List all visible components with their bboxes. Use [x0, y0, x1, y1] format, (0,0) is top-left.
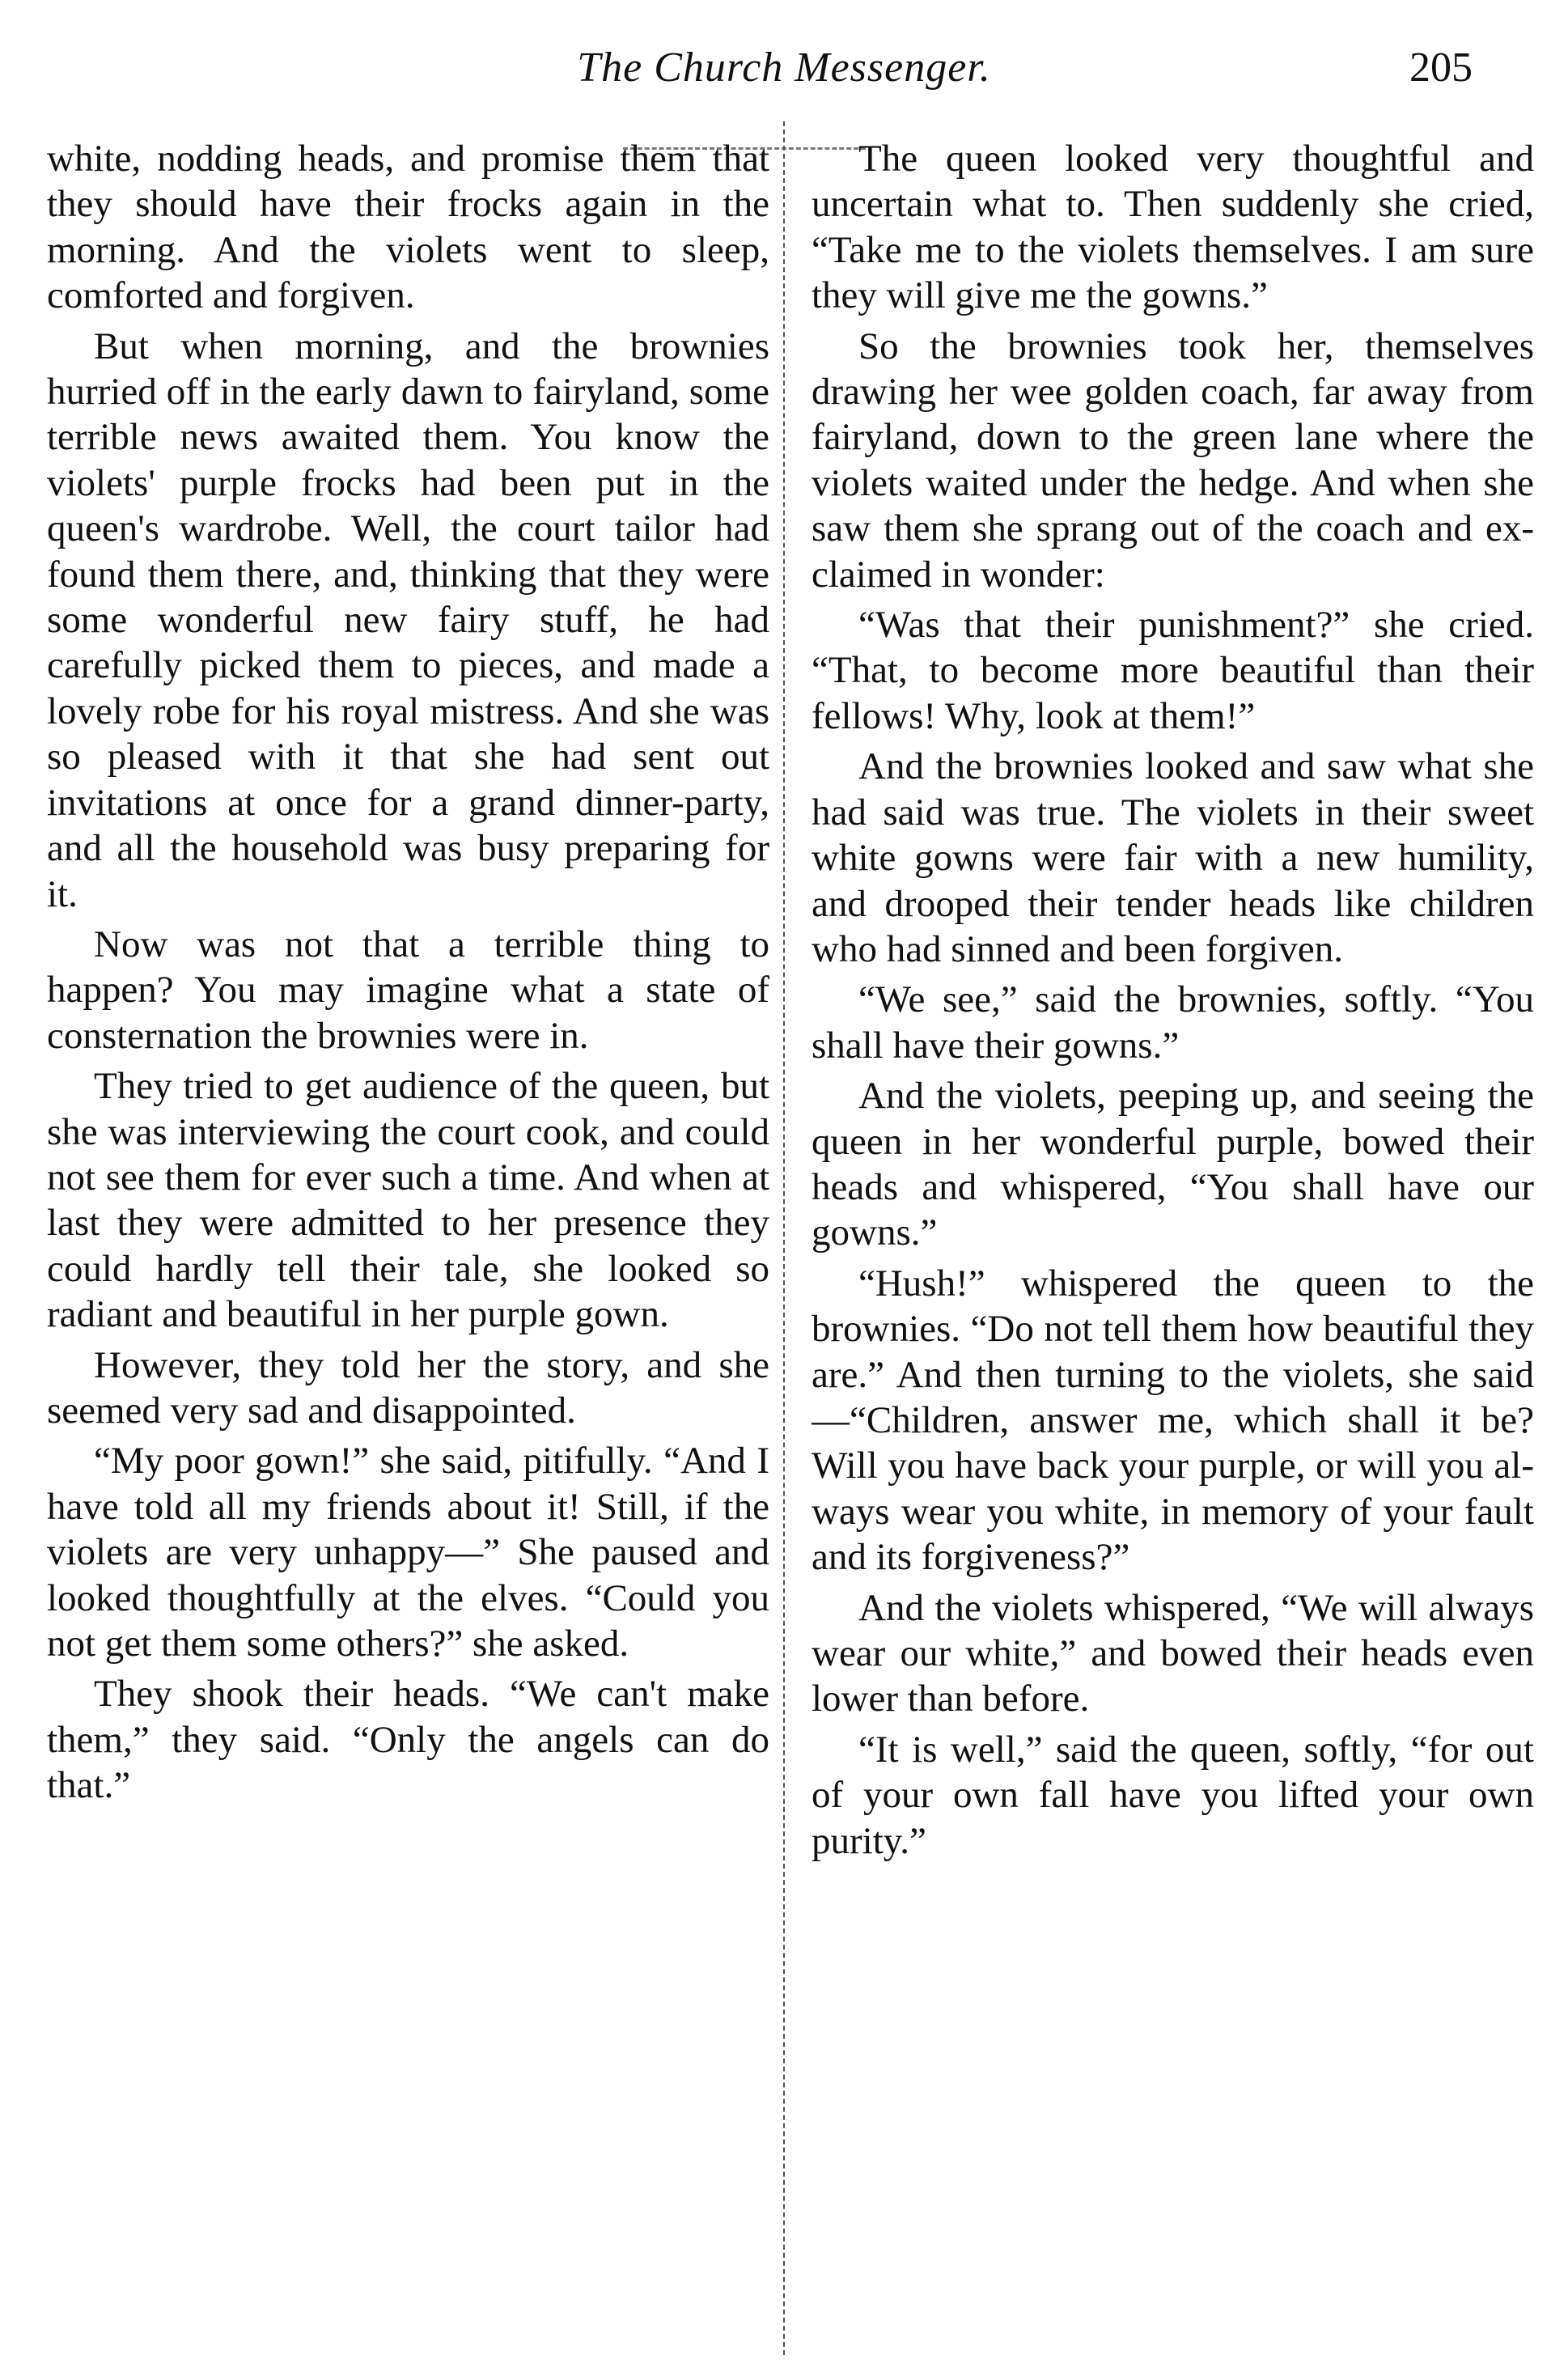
page-header — [0, 44, 1568, 108]
paragraph: And the brownies looked and saw what she had said was true. The violets in their sweet white gowns were fair with a new humility, and drooped their tender heads like children who had sinned and been forgiven. — [812, 745, 1534, 970]
paragraph: However, they told her the story, and she seemed very sad and disappointed. — [47, 1343, 769, 1432]
paragraph: “Hush!” whispered the queen to the brownies. “Do not tell them how beautiful they are.” And then turning to the violets, she said—“Children, answer me, which shall it be? Will you have back your purple, or will you always wear you white, in memory of your fault and its forgiveness?” — [812, 1262, 1534, 1579]
paragraph: And the violets whispered, “We will always wear our white,” and bowed their heads even lower than before. — [812, 1586, 1534, 1720]
paragraph: “It is well,” said the queen, softly, “for out of your own fall have you lifted your own purity.” — [812, 1728, 1534, 1862]
paragraph: But when morning, and the brownies hurried off in the early dawn to fairyland, some terrible news awaited them. You know the violets' purple frocks had been put in the queen's wardrobe. Well, the court tailor had found them there, and, thinking that they were some wonderful new fairy stuff, he had carefully picked them to pieces, and made a lovely robe for his royal mistress. And she was so pleased with it that she had sent out invitations at once for a grand dinner-party, and all the household was busy preparing for it. — [47, 325, 769, 915]
paragraph: So the brownies took her, themselves drawing her wee golden coach, far away from fairyland, down to the green lane where the violets waited under the hedge. And when she saw them she sprang out of the coach and exclaimed in wonder: — [812, 325, 1534, 596]
paragraph: They shook their heads. “We can't make them,” they said. “Only the angels can do that.” — [47, 1673, 769, 1807]
paragraph: The queen looked very thoughtful and uncertain what to. Then suddenly she cried, “Take me to the violets themselves. I am sure they will give me the gowns.” — [812, 138, 1534, 317]
right-column — [812, 136, 1534, 2345]
paragraph: And the violets, peeping up, and seeing the queen in her wonderful purple, bowed their heads and whispered, “You shall have our gowns.” — [812, 1075, 1534, 1254]
paragraph: “Was that their punishment?” she cried. “That, to become more beautiful than their fellows! Why, look at them!” — [812, 604, 1534, 737]
left-column — [47, 136, 769, 2345]
paragraph: They tried to get audience of the queen, but she was interviewing the court cook, and could not see them for ever such a time. And when at last they were admitted to her presence they could hardly tell their tale, she looked so radiant and beautiful in her purple gown. — [47, 1065, 769, 1336]
paragraph: “We see,” said the brownies, softly. “You shall have their gowns.” — [812, 978, 1534, 1067]
running-title: The Church Messenger. — [577, 45, 991, 91]
paragraph: Now was not that a terrible thing to happen? You may imagine what a state of consternation the brownies were in. — [47, 923, 769, 1057]
column-divider — [783, 121, 785, 2355]
page-number: 205 — [1409, 45, 1473, 91]
paragraph: white, nodding heads, and promise them that they should have their frocks again in the morning. And the violets went to sleep, comforted and forgiven. — [47, 138, 769, 317]
paragraph: “My poor gown!” she said, pitifully. “And I have told all my friends about it! Still, if the violets are very unhappy—” She paused and looked thoughtfully at the elves. “Could you not get them some others?” she asked. — [47, 1440, 769, 1665]
